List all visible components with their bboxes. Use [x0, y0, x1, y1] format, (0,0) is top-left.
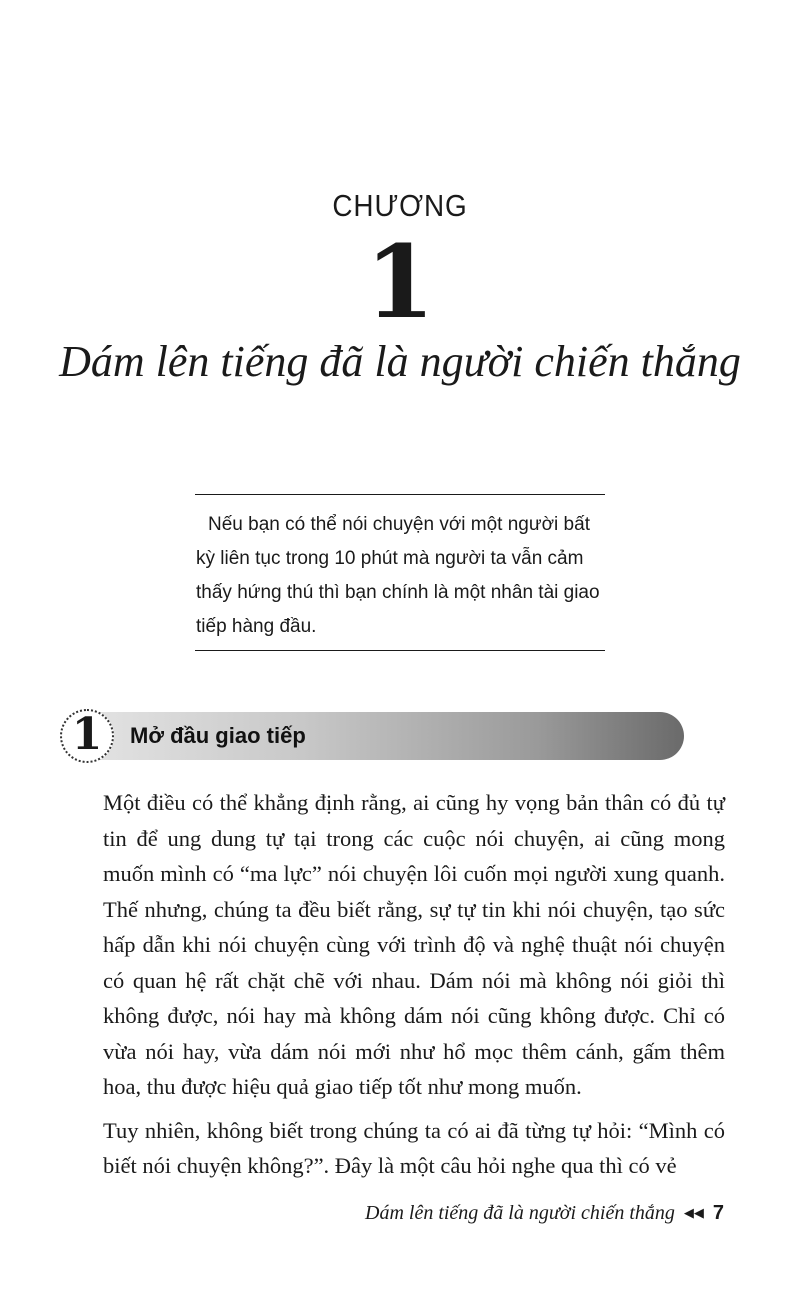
chapter-number: 1 — [365, 223, 435, 341]
body-paragraph: Một điều có thể khẳng định rằng, ai cũng hy vọng bản thân có đủ tự tin để ung dung tự tại trong các cuộc nói chuyện, ai cũng mong muốn mình có “ma lực” nói chuyện lôi cuốn mọi người xung quanh. Thế nhưng, chúng ta đều biết rằng, sự tự tin khi nói chuyện, tạo sức hấp dẫn khi nói chuyện cùng với trình độ và nghệ thuật nói chuyện có quan hệ rất chặt chẽ với nhau. Dám nói mà không nói giỏi thì không được, nói hay mà không dám nói cũng không được. Chỉ có vừa nói hay, vừa dám nói mới như hổ mọc thêm cánh, gấm thêm hoa, thu được hiệu quả giao tiếp tốt như mong muốn. — [103, 790, 725, 1099]
page-footer — [365, 1202, 724, 1225]
running-title: Dám lên tiếng đã là người chiến thắng — [365, 1202, 675, 1224]
chapter-title: Dám lên tiếng đã là người chiến thắng — [59, 337, 741, 386]
chapter-label: CHƯƠNG — [332, 188, 468, 223]
body-text — [103, 785, 725, 1192]
section-title: Mở đầu giao tiếp — [130, 723, 306, 748]
section-number: 1 — [71, 709, 103, 760]
quote-bottom-divider — [195, 650, 605, 651]
page-number: 7 — [712, 1202, 724, 1224]
chapter-epigraph: Nếu bạn có thể nói chuyện với một người bất kỳ liên tục trong 10 phút mà người ta vẫn cảm thấy hứng thú thì bạn chính là một nhân tài giao tiếp hàng đầu. — [196, 514, 600, 637]
body-paragraph: Tuy nhiên, không biết trong chúng ta có ai đã từng tự hỏi: “Mình có biết nói chuyện không?”. Đây là một câu hỏi nghe qua thì có vẻ — [103, 1117, 725, 1178]
quote-top-divider — [195, 494, 605, 495]
double-arrow-left-icon: ◀◀ — [683, 1205, 704, 1220]
